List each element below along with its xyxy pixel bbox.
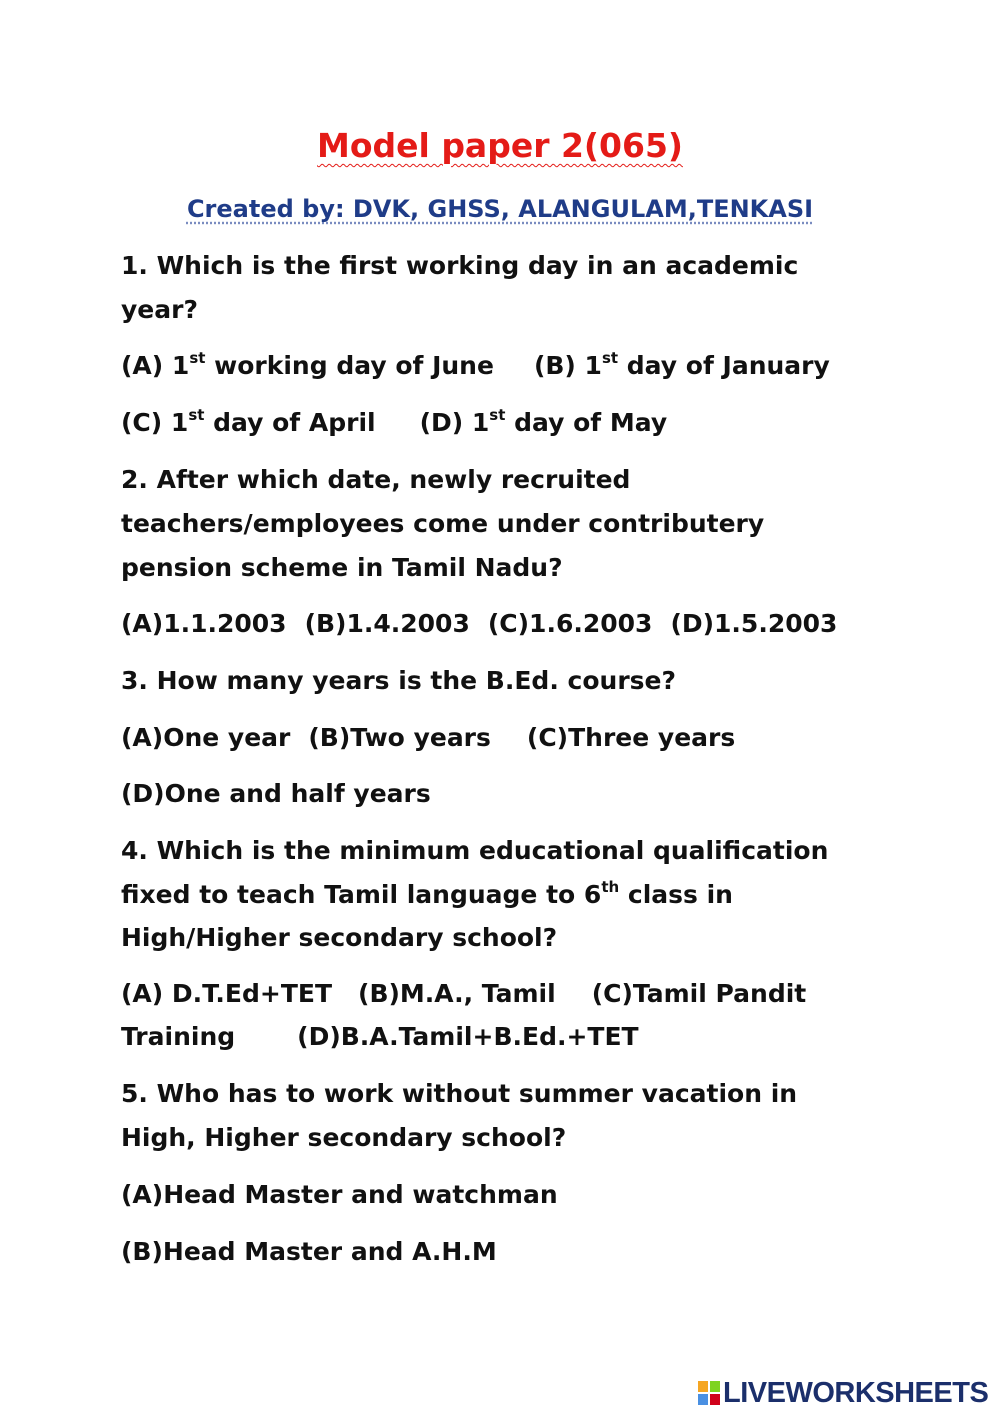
question-3-options-row-1 (121, 716, 881, 760)
question-4-text: 4. Which is the minimum educational qualification (121, 836, 829, 865)
option-3a[interactable]: (A)One year (121, 723, 291, 752)
logo-tile-1 (698, 1381, 708, 1392)
question-5-text: 5. Who has to work without summer vacation in (121, 1079, 798, 1108)
option-2d[interactable]: (D)1.5.2003 (670, 609, 838, 638)
option-1b[interactable]: (B) 1st day of January (533, 349, 830, 380)
option-4a[interactable]: (A) D.T.Ed+TET (121, 979, 333, 1008)
option-2b[interactable]: (B)1.4.2003 (304, 609, 470, 638)
question-5-text-cont: High, Higher secondary school? (121, 1123, 567, 1152)
page-title (0, 124, 1000, 168)
question-4-text-cont: fixed to teach Tamil language to 6th class in (121, 878, 733, 909)
option-3d[interactable]: (D)One and half years (121, 779, 431, 808)
option-2a[interactable]: (A)1.1.2003 (121, 609, 287, 638)
question-1-options-row-1 (121, 344, 881, 391)
option-2c[interactable]: (C)1.6.2003 (487, 609, 653, 638)
option-4c[interactable]: (C)Tamil Pandit (591, 979, 807, 1008)
option-3c[interactable]: (C)Three years (526, 723, 736, 752)
question-5-option-a (121, 1173, 881, 1217)
question-2-options (121, 602, 881, 646)
liveworksheets-logo (698, 1376, 988, 1410)
question-2-text: 2. After which date, newly recruited (121, 465, 631, 494)
option-4d[interactable]: (D)B.A.Tamil+B.Ed.+TET (297, 1022, 639, 1051)
logo-text: LIVEWORKSHEETS (723, 1376, 989, 1409)
option-4b[interactable]: (B)M.A., Tamil (358, 979, 556, 1008)
question-3-options-row-2 (121, 772, 881, 816)
title-text: Model paper 2(065) (317, 126, 683, 165)
option-1c[interactable]: (C) 1st day of April (121, 406, 376, 437)
logo-tile-2 (710, 1381, 720, 1392)
liveworksheets-logo-icon (698, 1381, 720, 1405)
question-4-text-cont-2: High/Higher secondary school? (121, 923, 558, 952)
question-4-options-row-1 (121, 972, 881, 1016)
question-2-text-cont: teachers/employees come under contributery (121, 509, 765, 538)
question-5-option-b (121, 1230, 881, 1274)
option-3b[interactable]: (B)Two years (308, 723, 491, 752)
author-line (0, 192, 1000, 226)
option-1d[interactable]: (D) 1st day of May (419, 406, 668, 437)
option-5a[interactable]: (A)Head Master and watchman (121, 1180, 558, 1209)
option-1a[interactable]: (A) 1st working day of June (121, 349, 494, 380)
logo-tile-3 (698, 1394, 708, 1405)
question-2-text-cont-2: pension scheme in Tamil Nadu? (121, 553, 563, 582)
question-3-text: 3. How many years is the B.Ed. course? (121, 666, 676, 695)
question-1-options-row-2 (121, 401, 881, 448)
option-4c-continued[interactable]: Training (121, 1022, 236, 1051)
question-1-text-cont: year? (121, 295, 198, 324)
question-1-text: 1. Which is the first working day in an academic (121, 251, 799, 280)
author-text: Created by: DVK, GHSS, ALANGULAM,TENKASI (186, 195, 814, 223)
question-4-options-row-2 (121, 1015, 881, 1059)
logo-tile-4 (710, 1394, 720, 1405)
option-5b[interactable]: (B)Head Master and A.H.M (121, 1237, 497, 1266)
